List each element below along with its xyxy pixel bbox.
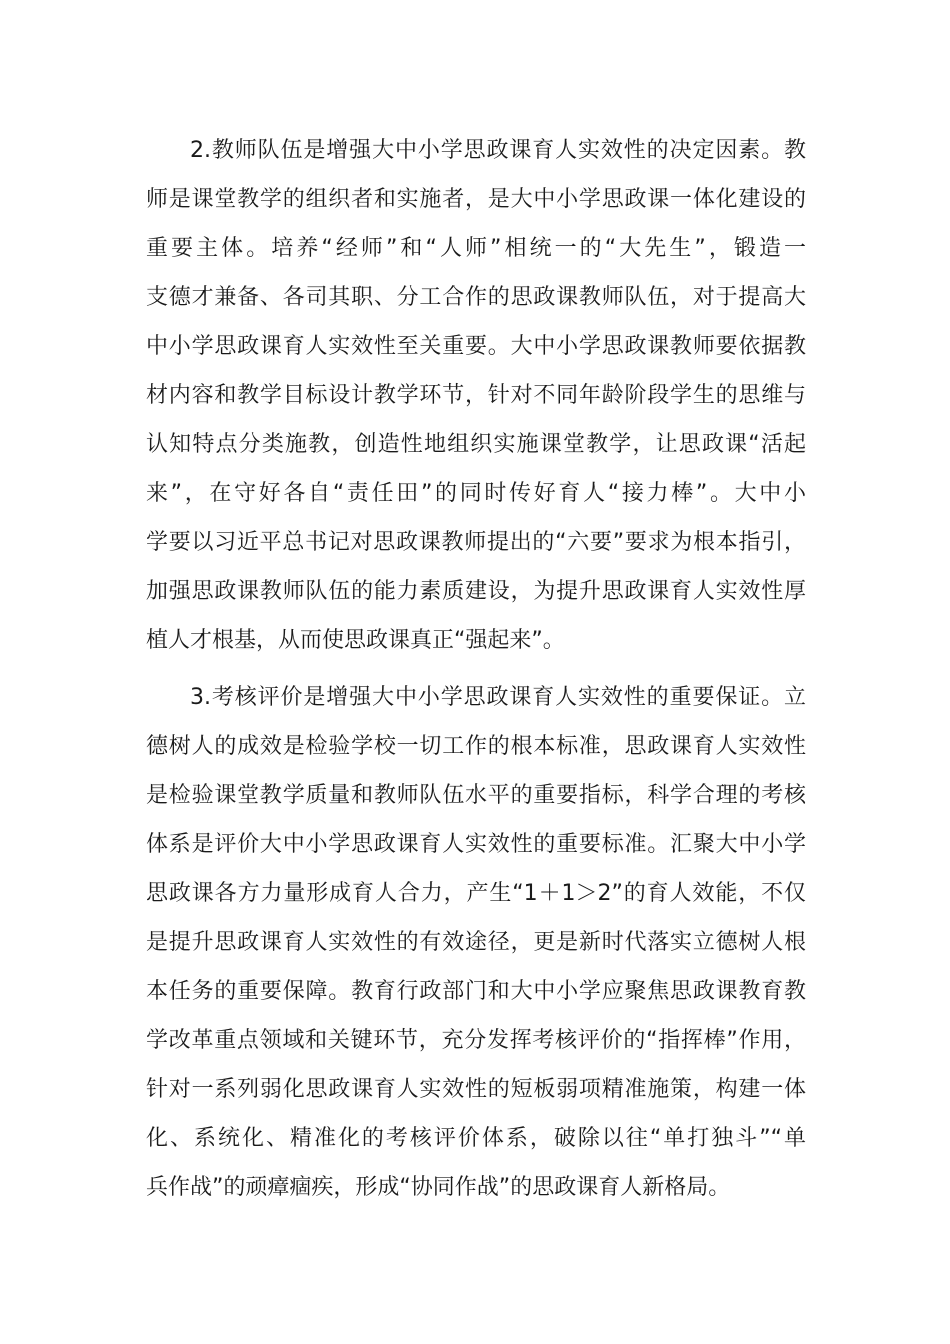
paragraph-line: 兵作战”的顽瘴痼疾，形成“协同作战”的思政课育人新格局。: [146, 1175, 731, 1200]
paragraph-line: 是提升思政课育人实效性的有效途径，更是新时代落实立德树人根: [146, 930, 806, 955]
paragraph-line: 来”，在守好各自“责任田”的同时传好育人“接力棒”。大中小: [146, 481, 806, 506]
paragraph-line: 体系是评价大中小学思政课育人实效性的重要标准。汇聚大中小学: [146, 832, 806, 857]
paragraph-line: 针对一系列弱化思政课育人实效性的短板弱项精准施策，构建一体: [146, 1077, 806, 1102]
paragraph-line: 中小学思政课育人实效性至关重要。大中小学思政课教师要依据教: [146, 334, 806, 359]
paragraph-line: 重要主体。培养“经师”和“人师”相统一的“大先生”，锻造一: [146, 236, 806, 261]
paragraph-line: 是检验课堂教学质量和教师队伍水平的重要指标，科学合理的考核: [146, 783, 806, 808]
paragraph-line: 支德才兼备、各司其职、分工合作的思政课教师队伍，对于提高大: [146, 285, 806, 310]
paragraph-line: 学改革重点领域和关键环节，充分发挥考核评价的“指挥棒”作用，: [146, 1028, 806, 1053]
paragraph-line: 加强思政课教师队伍的能力素质建设，为提升思政课育人实效性厚: [146, 579, 806, 604]
paragraph-line: 认知特点分类施教，创造性地组织实施课堂教学，让思政课“活起: [146, 432, 806, 457]
paragraph-line: 本任务的重要保障。教育行政部门和大中小学应聚焦思政课教育教: [146, 979, 806, 1004]
paragraph-line: 3.考核评价是增强大中小学思政课育人实效性的重要保证。立: [190, 685, 806, 710]
paragraph-line: 德树人的成效是检验学校一切工作的根本标准，思政课育人实效性: [146, 734, 806, 759]
paragraph-line: 学要以习近平总书记对思政课教师提出的“六要”要求为根本指引，: [146, 530, 806, 555]
paragraph-line: 植人才根基，从而使思政课真正“强起来”。: [146, 628, 565, 653]
paragraph-line: 化、系统化、精准化的考核评价体系，破除以往“单打独斗”“单: [146, 1126, 806, 1151]
paragraph-line: 2.教师队伍是增强大中小学思政课育人实效性的决定因素。教: [190, 138, 806, 163]
paragraph-line: 材内容和教学目标设计教学环节，针对不同年龄阶段学生的思维与: [146, 383, 806, 408]
paragraph-line: 思政课各方力量形成育人合力，产生“1＋1＞2”的育人效能，不仅: [146, 881, 806, 906]
paragraph-line: 师是课堂教学的组织者和实施者，是大中小学思政课一体化建设的: [146, 187, 806, 212]
